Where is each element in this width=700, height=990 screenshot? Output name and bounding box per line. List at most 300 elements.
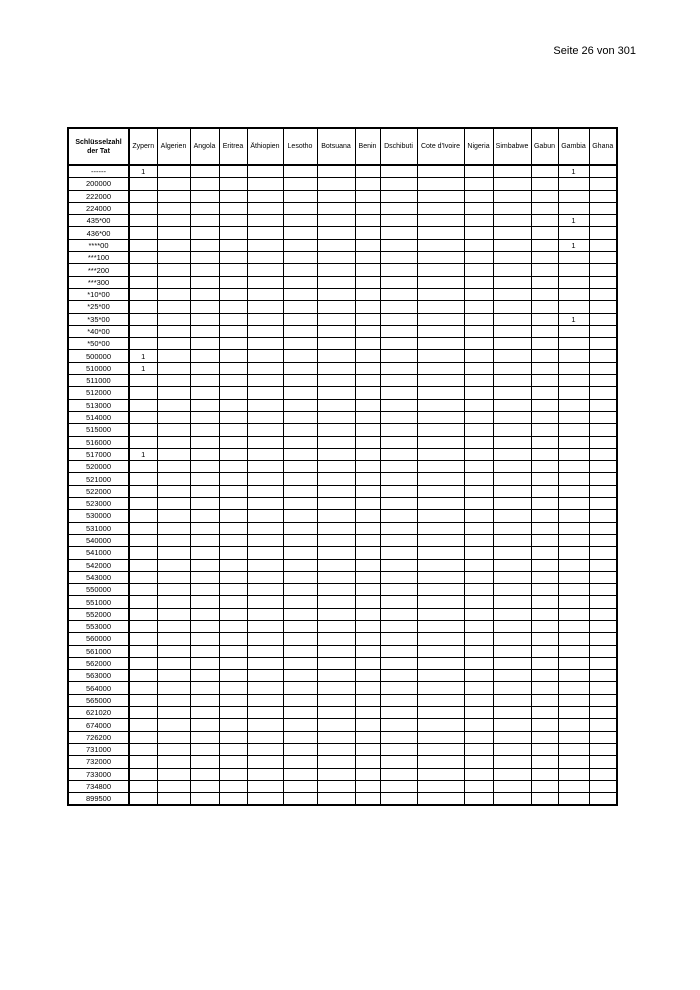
table-row <box>68 301 617 313</box>
value-cell <box>190 547 219 559</box>
value-cell <box>380 534 417 546</box>
value-cell <box>283 608 317 620</box>
value-cell <box>417 682 464 694</box>
value-cell <box>190 657 219 669</box>
value-cell <box>493 178 531 190</box>
value-cell: 1 <box>129 350 157 362</box>
value-cell <box>317 731 355 743</box>
value-cell <box>589 301 617 313</box>
value-cell <box>464 768 493 780</box>
value-cell <box>129 743 157 755</box>
value-cell <box>283 338 317 350</box>
value-cell <box>355 436 380 448</box>
value-cell <box>558 264 589 276</box>
table-body <box>68 165 617 805</box>
value-cell <box>531 387 558 399</box>
value-cell <box>493 534 531 546</box>
value-cell <box>247 743 283 755</box>
value-cell <box>558 436 589 448</box>
value-cell <box>129 719 157 731</box>
value-cell <box>190 473 219 485</box>
value-cell <box>380 424 417 436</box>
value-cell <box>493 657 531 669</box>
value-cell <box>464 694 493 706</box>
value-cell <box>283 313 317 325</box>
value-cell <box>247 559 283 571</box>
value-cell <box>493 485 531 497</box>
value-cell <box>190 252 219 264</box>
value-cell <box>190 276 219 288</box>
value-cell <box>219 202 247 214</box>
value-cell <box>247 719 283 731</box>
value-cell <box>589 313 617 325</box>
value-cell <box>283 190 317 202</box>
value-cell <box>464 780 493 792</box>
value-cell <box>283 461 317 473</box>
value-cell <box>380 707 417 719</box>
value-cell <box>589 707 617 719</box>
value-cell <box>589 547 617 559</box>
value-cell <box>283 325 317 337</box>
value-cell <box>417 178 464 190</box>
value-cell <box>129 215 157 227</box>
value-cell <box>129 485 157 497</box>
value-cell <box>129 534 157 546</box>
value-cell <box>464 645 493 657</box>
value-cell <box>380 719 417 731</box>
value-cell <box>129 424 157 436</box>
value-cell <box>283 522 317 534</box>
key-cell: 565000 <box>68 694 129 706</box>
value-cell <box>157 584 190 596</box>
value-cell <box>531 571 558 583</box>
value-cell <box>157 350 190 362</box>
value-cell <box>380 584 417 596</box>
country-column-header: Simbabwe <box>493 128 531 165</box>
value-cell <box>355 645 380 657</box>
value-cell <box>558 682 589 694</box>
value-cell <box>190 411 219 423</box>
value-cell <box>493 301 531 313</box>
value-cell <box>283 239 317 251</box>
value-cell <box>531 719 558 731</box>
table-row <box>68 645 617 657</box>
value-cell <box>283 571 317 583</box>
value-cell <box>317 387 355 399</box>
value-cell <box>380 547 417 559</box>
value-cell <box>531 620 558 632</box>
value-cell <box>129 411 157 423</box>
table-row <box>68 448 617 460</box>
value-cell <box>558 534 589 546</box>
value-cell <box>317 165 355 178</box>
value-cell <box>380 190 417 202</box>
value-cell <box>417 768 464 780</box>
value-cell <box>317 670 355 682</box>
value-cell <box>157 596 190 608</box>
value-cell <box>493 436 531 448</box>
value-cell <box>247 793 283 806</box>
key-cell: 531000 <box>68 522 129 534</box>
value-cell <box>129 227 157 239</box>
value-cell <box>157 608 190 620</box>
value-cell <box>157 694 190 706</box>
value-cell <box>190 522 219 534</box>
value-cell: 1 <box>558 165 589 178</box>
value-cell <box>493 633 531 645</box>
value-cell <box>157 719 190 731</box>
key-cell: ***300 <box>68 276 129 288</box>
value-cell <box>380 165 417 178</box>
value-cell <box>317 325 355 337</box>
key-cell: 564000 <box>68 682 129 694</box>
value-cell <box>464 276 493 288</box>
value-cell <box>558 424 589 436</box>
value-cell <box>380 264 417 276</box>
value-cell <box>589 534 617 546</box>
table-row <box>68 264 617 276</box>
value-cell <box>493 350 531 362</box>
key-cell: 731000 <box>68 743 129 755</box>
value-cell <box>317 522 355 534</box>
value-cell <box>219 362 247 374</box>
value-cell <box>558 743 589 755</box>
value-cell <box>531 461 558 473</box>
value-cell <box>558 657 589 669</box>
table-row <box>68 559 617 571</box>
value-cell <box>417 411 464 423</box>
value-cell <box>380 448 417 460</box>
key-cell: *40*00 <box>68 325 129 337</box>
value-cell <box>355 202 380 214</box>
value-cell <box>190 165 219 178</box>
value-cell <box>190 375 219 387</box>
key-cell: 511000 <box>68 375 129 387</box>
value-cell <box>247 547 283 559</box>
value-cell <box>157 215 190 227</box>
value-cell <box>464 338 493 350</box>
value-cell <box>219 485 247 497</box>
value-cell <box>219 190 247 202</box>
value-cell <box>317 424 355 436</box>
value-cell <box>558 780 589 792</box>
value-cell <box>493 448 531 460</box>
value-cell <box>531 165 558 178</box>
value-cell <box>589 584 617 596</box>
value-cell <box>380 731 417 743</box>
value-cell <box>493 202 531 214</box>
value-cell <box>531 743 558 755</box>
value-cell <box>589 571 617 583</box>
value-cell <box>464 633 493 645</box>
value-cell <box>355 190 380 202</box>
value-cell <box>417 264 464 276</box>
value-cell <box>219 252 247 264</box>
value-cell <box>589 694 617 706</box>
value-cell <box>558 510 589 522</box>
value-cell <box>380 375 417 387</box>
value-cell <box>464 178 493 190</box>
value-cell <box>531 239 558 251</box>
value-cell <box>317 608 355 620</box>
value-cell <box>464 350 493 362</box>
value-cell <box>190 633 219 645</box>
value-cell <box>417 301 464 313</box>
value-cell <box>247 645 283 657</box>
value-cell <box>380 252 417 264</box>
value-cell <box>589 608 617 620</box>
value-cell <box>219 461 247 473</box>
value-cell <box>157 657 190 669</box>
key-cell: 435*00 <box>68 215 129 227</box>
value-cell <box>190 608 219 620</box>
value-cell <box>417 387 464 399</box>
value-cell <box>589 288 617 300</box>
value-cell <box>380 411 417 423</box>
value-cell <box>558 202 589 214</box>
value-cell <box>355 375 380 387</box>
value-cell <box>317 793 355 806</box>
value-cell <box>380 633 417 645</box>
value-cell <box>355 682 380 694</box>
value-cell <box>247 424 283 436</box>
value-cell <box>219 288 247 300</box>
key-cell: 513000 <box>68 399 129 411</box>
value-cell <box>355 498 380 510</box>
value-cell <box>464 165 493 178</box>
value-cell <box>417 645 464 657</box>
value-cell <box>219 571 247 583</box>
value-cell <box>219 448 247 460</box>
value-cell <box>129 338 157 350</box>
value-cell <box>129 239 157 251</box>
value-cell <box>219 498 247 510</box>
value-cell <box>129 780 157 792</box>
key-cell: 621020 <box>68 707 129 719</box>
value-cell <box>531 350 558 362</box>
value-cell <box>417 239 464 251</box>
value-cell <box>417 276 464 288</box>
value-cell <box>247 264 283 276</box>
key-cell: 541000 <box>68 547 129 559</box>
value-cell <box>190 387 219 399</box>
value-cell <box>247 596 283 608</box>
value-cell <box>417 584 464 596</box>
value-cell <box>247 301 283 313</box>
value-cell <box>190 670 219 682</box>
value-cell <box>531 325 558 337</box>
value-cell <box>417 436 464 448</box>
value-cell <box>317 719 355 731</box>
value-cell <box>157 252 190 264</box>
value-cell <box>464 756 493 768</box>
table-row <box>68 399 617 411</box>
value-cell <box>531 707 558 719</box>
table-row <box>68 252 617 264</box>
value-cell <box>317 743 355 755</box>
value-cell <box>317 252 355 264</box>
key-cell: 550000 <box>68 584 129 596</box>
value-cell <box>464 670 493 682</box>
value-cell <box>589 436 617 448</box>
table-row <box>68 411 617 423</box>
table-row <box>68 608 617 620</box>
value-cell <box>247 411 283 423</box>
table-row <box>68 461 617 473</box>
value-cell <box>531 780 558 792</box>
value-cell <box>190 694 219 706</box>
country-column-header: Botsuana <box>317 128 355 165</box>
value-cell <box>417 608 464 620</box>
value-cell <box>355 559 380 571</box>
value-cell <box>417 325 464 337</box>
value-cell <box>157 522 190 534</box>
value-cell: 1 <box>129 165 157 178</box>
value-cell <box>219 313 247 325</box>
value-cell <box>464 620 493 632</box>
value-cell <box>417 288 464 300</box>
value-cell <box>190 461 219 473</box>
value-cell <box>157 338 190 350</box>
value-cell <box>190 313 219 325</box>
value-cell <box>317 510 355 522</box>
table-row <box>68 190 617 202</box>
value-cell <box>317 461 355 473</box>
value-cell <box>531 534 558 546</box>
value-cell <box>129 731 157 743</box>
value-cell <box>589 165 617 178</box>
value-cell <box>493 719 531 731</box>
value-cell <box>417 596 464 608</box>
value-cell <box>531 498 558 510</box>
value-cell: 1 <box>558 239 589 251</box>
value-cell <box>464 227 493 239</box>
value-cell <box>380 313 417 325</box>
value-cell <box>157 288 190 300</box>
value-cell <box>589 559 617 571</box>
value-cell <box>464 399 493 411</box>
value-cell <box>380 436 417 448</box>
key-cell: *25*00 <box>68 301 129 313</box>
table-row <box>68 387 617 399</box>
value-cell <box>589 190 617 202</box>
value-cell <box>283 510 317 522</box>
value-cell <box>493 387 531 399</box>
value-cell <box>283 547 317 559</box>
value-cell <box>247 252 283 264</box>
value-cell <box>417 498 464 510</box>
value-cell <box>589 485 617 497</box>
value-cell <box>558 227 589 239</box>
value-cell <box>219 547 247 559</box>
value-cell <box>355 227 380 239</box>
value-cell <box>380 350 417 362</box>
value-cell <box>589 338 617 350</box>
value-cell <box>464 485 493 497</box>
value-cell <box>355 473 380 485</box>
value-cell <box>558 645 589 657</box>
value-cell <box>317 215 355 227</box>
value-cell <box>589 682 617 694</box>
value-cell <box>417 375 464 387</box>
value-cell <box>157 756 190 768</box>
value-cell <box>464 436 493 448</box>
value-cell <box>129 559 157 571</box>
value-cell <box>157 547 190 559</box>
value-cell <box>283 645 317 657</box>
value-cell <box>355 510 380 522</box>
table-row <box>68 325 617 337</box>
value-cell <box>283 165 317 178</box>
value-cell <box>157 793 190 806</box>
value-cell <box>129 178 157 190</box>
value-cell <box>531 547 558 559</box>
value-cell <box>589 424 617 436</box>
value-cell <box>464 239 493 251</box>
value-cell <box>247 276 283 288</box>
value-cell <box>417 657 464 669</box>
value-cell <box>464 534 493 546</box>
value-cell <box>129 620 157 632</box>
value-cell <box>558 498 589 510</box>
value-cell <box>355 239 380 251</box>
country-column-header: Ghana <box>589 128 617 165</box>
table-header-row <box>68 128 617 165</box>
value-cell <box>129 694 157 706</box>
value-cell <box>283 362 317 374</box>
value-cell <box>380 178 417 190</box>
value-cell <box>219 301 247 313</box>
value-cell <box>129 510 157 522</box>
value-cell <box>247 473 283 485</box>
value-cell <box>493 780 531 792</box>
value-cell <box>157 325 190 337</box>
value-cell <box>417 534 464 546</box>
value-cell <box>464 584 493 596</box>
value-cell <box>247 534 283 546</box>
value-cell <box>464 461 493 473</box>
key-cell: 515000 <box>68 424 129 436</box>
value-cell <box>380 571 417 583</box>
value-cell <box>464 731 493 743</box>
value-cell <box>190 707 219 719</box>
value-cell <box>247 571 283 583</box>
value-cell <box>283 596 317 608</box>
value-cell <box>247 620 283 632</box>
value-cell <box>317 375 355 387</box>
value-cell <box>380 485 417 497</box>
value-cell <box>190 264 219 276</box>
value-cell <box>190 239 219 251</box>
value-cell <box>380 670 417 682</box>
key-cell: 552000 <box>68 608 129 620</box>
value-cell <box>317 571 355 583</box>
value-cell <box>157 264 190 276</box>
value-cell <box>219 436 247 448</box>
value-cell <box>464 707 493 719</box>
value-cell <box>531 375 558 387</box>
value-cell <box>283 731 317 743</box>
value-cell <box>589 743 617 755</box>
table-row <box>68 227 617 239</box>
value-cell <box>493 375 531 387</box>
table-row <box>68 510 617 522</box>
value-cell <box>380 657 417 669</box>
table-row <box>68 338 617 350</box>
value-cell <box>493 252 531 264</box>
value-cell: 1 <box>558 215 589 227</box>
value-cell <box>190 227 219 239</box>
